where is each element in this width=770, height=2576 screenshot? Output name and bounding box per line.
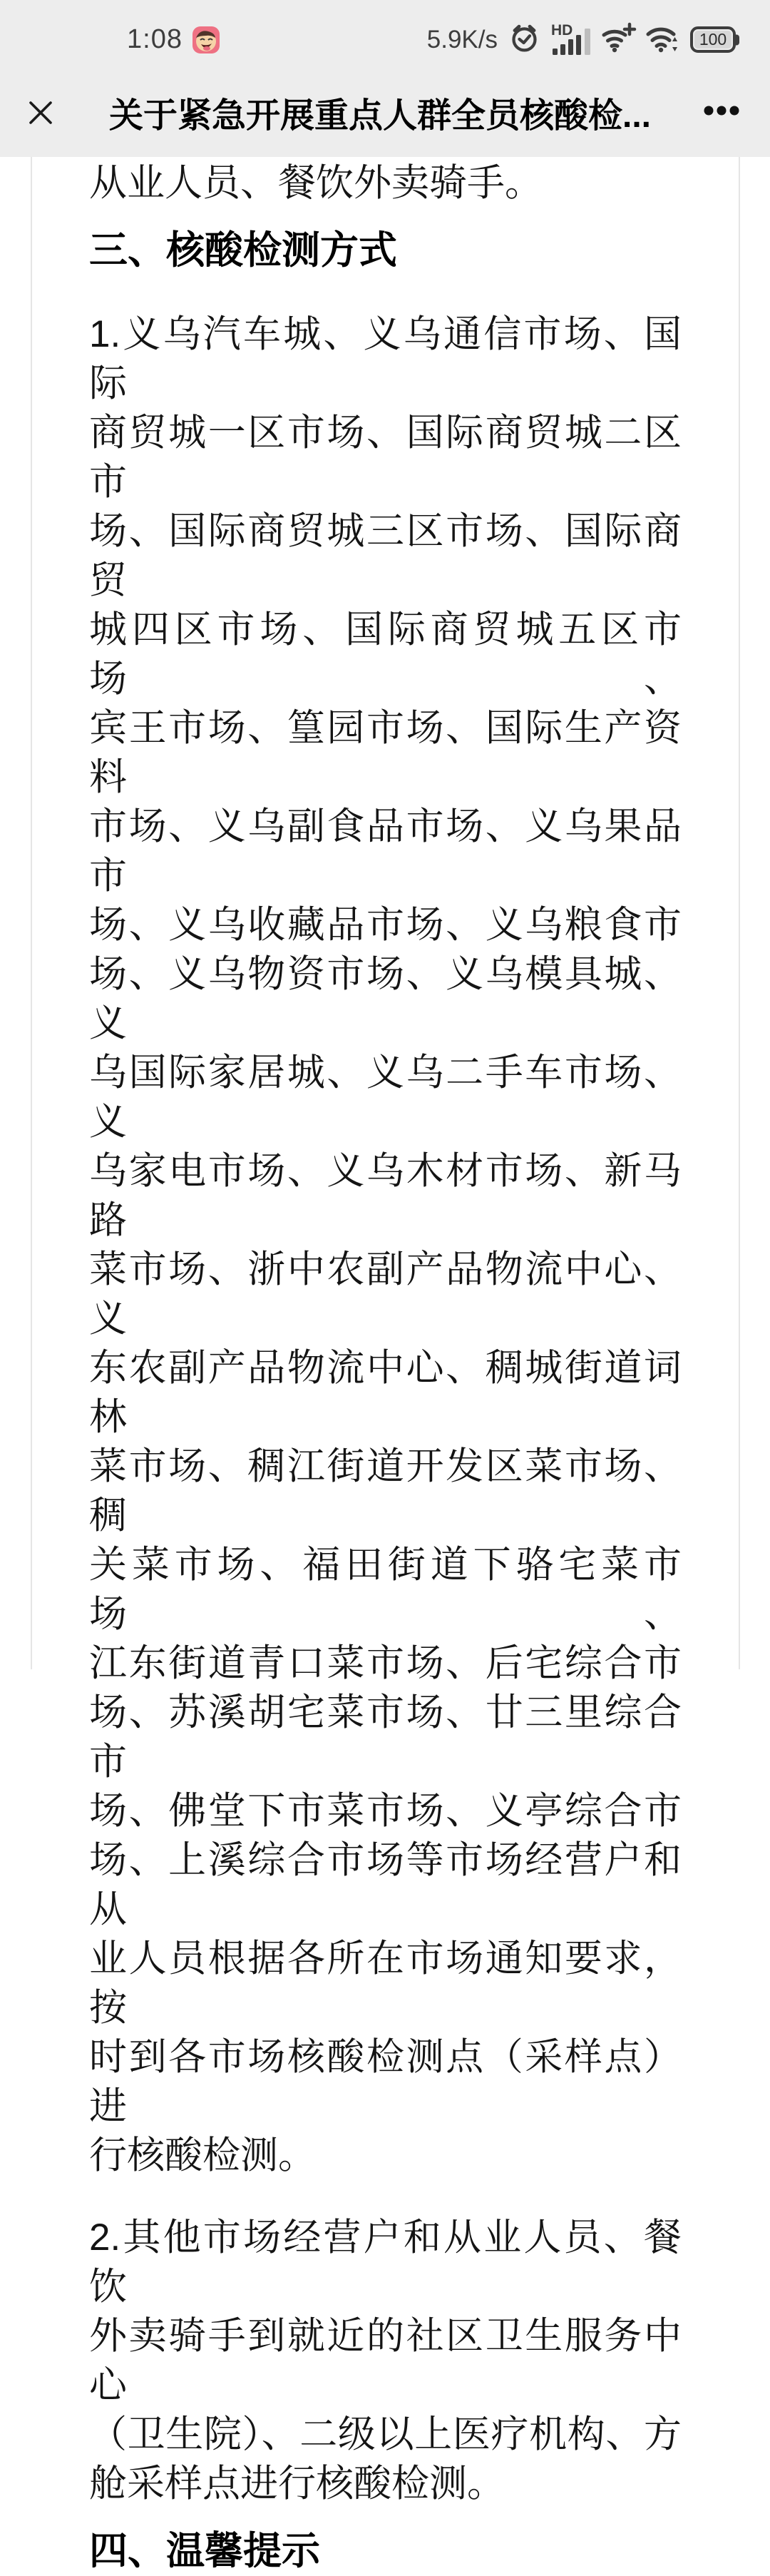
text-line: 市场、义乌副食品市场、义乌果品市 bbox=[89, 805, 682, 897]
text-line: 场、佛堂下市菜市场、义亭综合市 bbox=[89, 1790, 682, 1832]
paragraph bbox=[89, 310, 682, 2180]
text-line: 场、上溪综合市场等市场经营户和从 bbox=[89, 1839, 682, 1930]
text-line: 2.其他市场经营户和从业人员、餐饮 bbox=[89, 2216, 682, 2308]
hd-badge: HD bbox=[551, 21, 573, 39]
close-button[interactable] bbox=[24, 96, 57, 129]
text-line: 从业人员、餐饮外卖骑手。 bbox=[89, 162, 543, 204]
text-line: 乌家电市场、义乌木材市场、新马路 bbox=[89, 1150, 682, 1241]
more-menu-button[interactable] bbox=[703, 105, 740, 120]
text-line: 江东街道青口菜市场、后宅综合市 bbox=[89, 1642, 682, 1684]
clock-time: 1:08 bbox=[127, 24, 183, 54]
network-speed: 5.9K/s bbox=[426, 25, 498, 54]
section-heading: 四、温馨提示 bbox=[89, 2530, 320, 2572]
article-page[interactable] bbox=[31, 157, 740, 2572]
text-line: 菜市场、稠江街道开发区菜市场、稠 bbox=[89, 1445, 682, 1537]
page-title: 关于紧急开展重点人群全员核酸检... bbox=[108, 97, 651, 135]
text-line: 舱采样点进行核酸检测。 bbox=[89, 2463, 505, 2505]
text-line: （卫生院）、二级以上医疗机构、方 bbox=[89, 2413, 682, 2455]
text-line: 宾王市场、篁园市场、国际生产资料 bbox=[89, 707, 682, 798]
text-line: 行核酸检测。 bbox=[89, 2134, 316, 2177]
status-bar-left bbox=[0, 24, 220, 55]
section-heading: 三、核酸检测方式 bbox=[89, 229, 397, 272]
cellular-signal-icon bbox=[551, 21, 591, 55]
text-line: 关菜市场、福田街道下骆宅菜市场、 bbox=[89, 1544, 682, 1635]
paragraph bbox=[89, 2213, 682, 2508]
text-line: 1.义乌汽车城、义乌通信市场、国际 bbox=[89, 313, 682, 404]
top-chrome bbox=[0, 0, 770, 157]
battery-icon bbox=[690, 26, 736, 53]
status-bar-right bbox=[427, 22, 770, 58]
text-line: 业人员根据各所在市场通知要求，按 bbox=[89, 1938, 682, 2029]
text-line: 场、义乌收藏品市场、义乌粮食市 bbox=[89, 904, 682, 946]
text-line: 外卖骑手到就近的社区卫生服务中心 bbox=[89, 2315, 682, 2406]
text-line: 场、义乌物资市场、义乌模具城、义 bbox=[89, 953, 682, 1044]
alarm-clock-icon bbox=[508, 22, 540, 58]
text-line: 商贸城一区市场、国际商贸城二区市 bbox=[89, 412, 682, 503]
status-bar bbox=[0, 0, 770, 68]
paragraph bbox=[89, 158, 682, 208]
wifi-icon bbox=[645, 23, 679, 56]
article bbox=[32, 157, 739, 2576]
nav-bar bbox=[0, 68, 770, 157]
battery-percent: 100 bbox=[699, 30, 727, 49]
text-line: 乌国际家居城、义乌二手车市场、义 bbox=[89, 1052, 682, 1143]
signal-bars-icon bbox=[551, 28, 591, 55]
text-line: 时到各市场核酸检测点（采样点）进 bbox=[89, 2036, 682, 2127]
text-line: 场、国际商贸城三区市场、国际商贸 bbox=[89, 510, 682, 601]
text-line: 城四区市场、国际商贸城五区市场、 bbox=[89, 609, 682, 700]
wifi-plus-icon bbox=[602, 23, 635, 56]
laughing-face-emoji-icon bbox=[192, 26, 220, 54]
battery-nub bbox=[735, 34, 739, 45]
text-line: 菜市场、浙中农副产品物流中心、义 bbox=[89, 1248, 682, 1340]
text-line: 东农副产品物流中心、稠城街道词林 bbox=[89, 1347, 682, 1438]
text-line: 场、苏溪胡宅菜市场、廿三里综合市 bbox=[89, 1691, 682, 1783]
